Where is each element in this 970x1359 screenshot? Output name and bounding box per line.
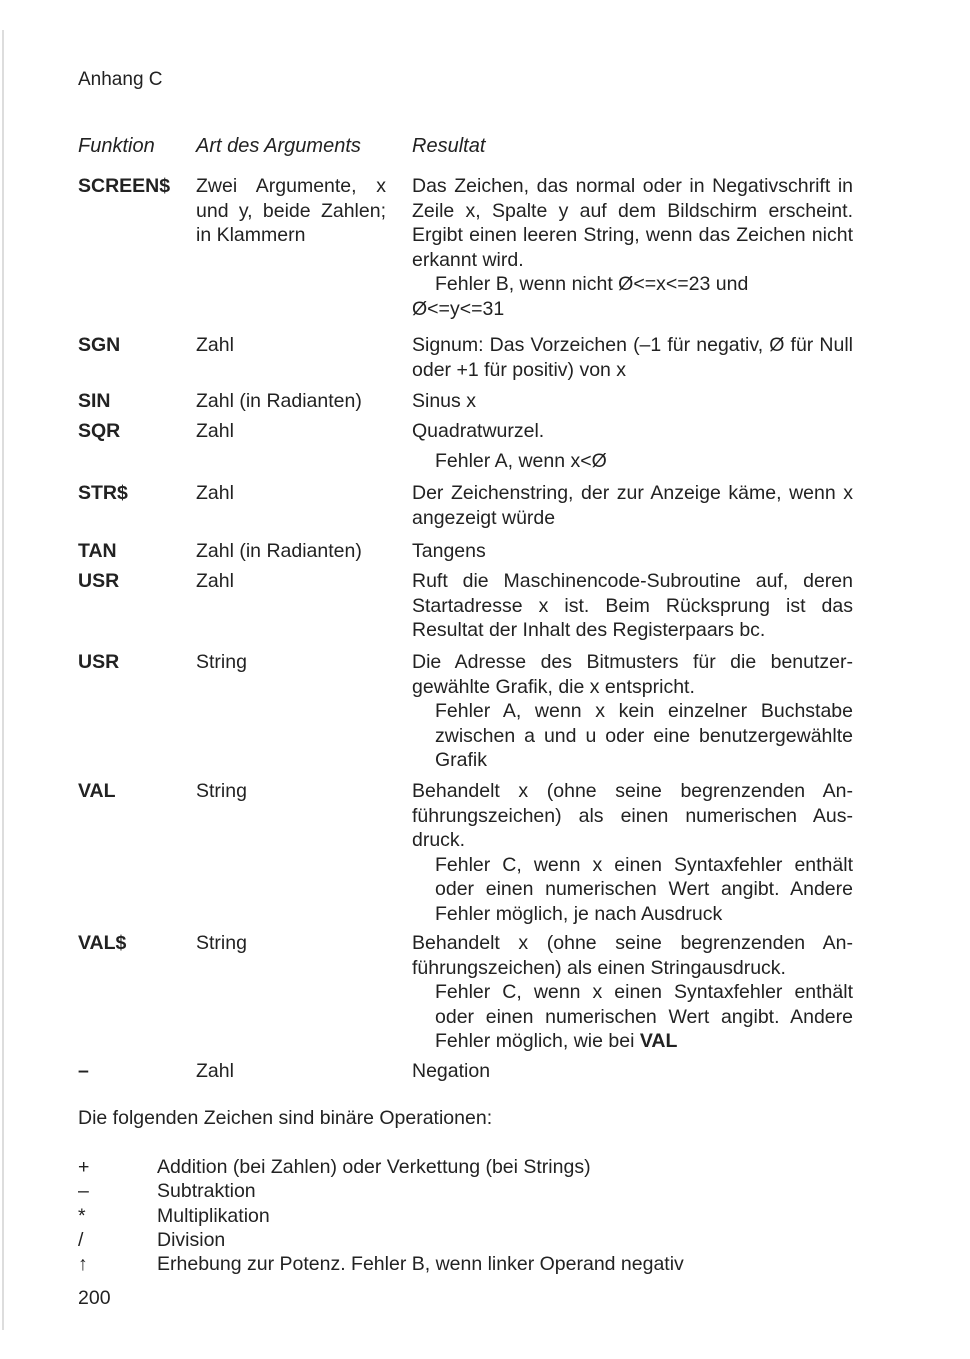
- operations-intro: Die folgenden Zeichen sind binäre Operationen:: [78, 1107, 493, 1129]
- result-error: Fehler C, wenn x einen Syntaxfehler enthält oder einen numerischen Wert angibt. Andere Fehler möglich, je nach Ausdruck: [435, 853, 853, 925]
- result-text: Signum: Das Vorzeichen (–1 für negativ, Ø für Null oder +1 für positiv) von x: [412, 334, 853, 381]
- argument-type: String: [196, 651, 247, 673]
- result-continuation: Ø<=y<=31: [412, 297, 505, 320]
- header-function: Funktion: [78, 135, 155, 157]
- page-edge: [2, 30, 4, 1330]
- operator-symbol: –: [78, 1180, 89, 1203]
- function-name: VAL$: [78, 932, 127, 954]
- operator-description: Erhebung zur Potenz. Fehler B, wenn linker Operand negativ: [157, 1253, 684, 1276]
- result-error: Fehler A, wenn x<Ø: [435, 449, 607, 472]
- result-main: Quadratwurzel.: [412, 420, 545, 442]
- header-argument: Art des Arguments: [196, 135, 361, 157]
- result-text: Tangens: [412, 540, 486, 562]
- page-number: 200: [78, 1287, 111, 1309]
- function-name: TAN: [78, 540, 117, 562]
- result-text: Ruft die Maschinencode-Subroutine auf, deren Startadresse x ist. Beim Rücksprung ist das Resultat der Inhalt des Registerpaars bc.: [412, 570, 853, 641]
- result-main: Das Zeichen, das normal oder in Negativschrift in Zeile x, Spalte y auf dem Bildschirm erscheint. Ergibt einen leeren String, wenn das Zeichen nicht erkannt wird.: [412, 175, 853, 271]
- argument-type: Zahl: [196, 482, 234, 504]
- result-text: [412, 931, 853, 1054]
- operator-description: Multiplikation: [157, 1204, 270, 1227]
- result-text: Negation: [412, 1060, 491, 1082]
- function-name: SQR: [78, 420, 121, 442]
- argument-type: Zahl: [196, 334, 234, 356]
- result-error-text: Fehler C, wenn x einen Syntaxfehler enthält oder einen numerischen Wert angibt. Andere Fehler möglich, wie bei: [435, 981, 853, 1052]
- function-name: SGN: [78, 334, 121, 356]
- function-name: USR: [78, 651, 120, 673]
- function-name: VAL: [78, 780, 116, 802]
- header-result: Resultat: [412, 135, 486, 157]
- argument-type: Zahl: [196, 1060, 234, 1082]
- result-text: Der Zeichenstring, der zur Anzeige käme, wenn x angezeigt würde: [412, 482, 853, 529]
- result-error-ref: VAL: [639, 1030, 678, 1052]
- argument-type: Zahl (in Radianten): [196, 540, 362, 562]
- result-text: [412, 419, 853, 473]
- result-main: Behandelt x (ohne seine begrenzenden An-führungszeichen) als einen numerischen Aus-druck.: [412, 780, 853, 851]
- result-error: [412, 980, 853, 1054]
- operator-description: Division: [157, 1228, 226, 1251]
- result-error: Fehler B, wenn nicht Ø<=x<=23 und: [435, 273, 749, 295]
- argument-type: Zahl: [196, 570, 234, 592]
- operator-description: Subtraktion: [157, 1180, 256, 1203]
- result-error: Fehler A, wenn x kein einzelner Buchstabe zwischen a und u oder eine benutzergewählte Grafik: [435, 700, 853, 771]
- result-text: Sinus x: [412, 390, 476, 412]
- argument-type: String: [196, 780, 247, 802]
- function-name: –: [78, 1060, 89, 1082]
- argument-type: Zahl: [196, 420, 234, 442]
- running-head: Anhang C: [78, 69, 163, 90]
- function-name: STR$: [78, 482, 128, 504]
- argument-type: String: [196, 932, 247, 954]
- operator-symbol: /: [78, 1228, 84, 1251]
- function-name: USR: [78, 570, 120, 592]
- result-text: [412, 779, 853, 926]
- result-text: [412, 174, 853, 321]
- argument-type: Zahl (in Radianten): [196, 390, 362, 412]
- operator-symbol: ↑: [78, 1253, 88, 1276]
- result-main: Behandelt x (ohne seine begrenzenden An-führungszeichen) als einen Stringausdruck.: [412, 932, 853, 979]
- operator-symbol: +: [78, 1156, 90, 1178]
- result-main: Die Adresse des Bitmusters für die benutzer-gewählte Grafik, die x entspricht.: [412, 651, 853, 698]
- argument-type: Zwei Argumente, x und y, beide Zahlen; in Klammern: [196, 175, 386, 246]
- function-name: SIN: [78, 390, 111, 412]
- function-name: SCREEN$: [78, 175, 171, 197]
- operator-description: Addition (bei Zahlen) oder Verkettung (bei Strings): [157, 1156, 591, 1178]
- result-text: [412, 650, 853, 773]
- operator-symbol: *: [78, 1204, 86, 1227]
